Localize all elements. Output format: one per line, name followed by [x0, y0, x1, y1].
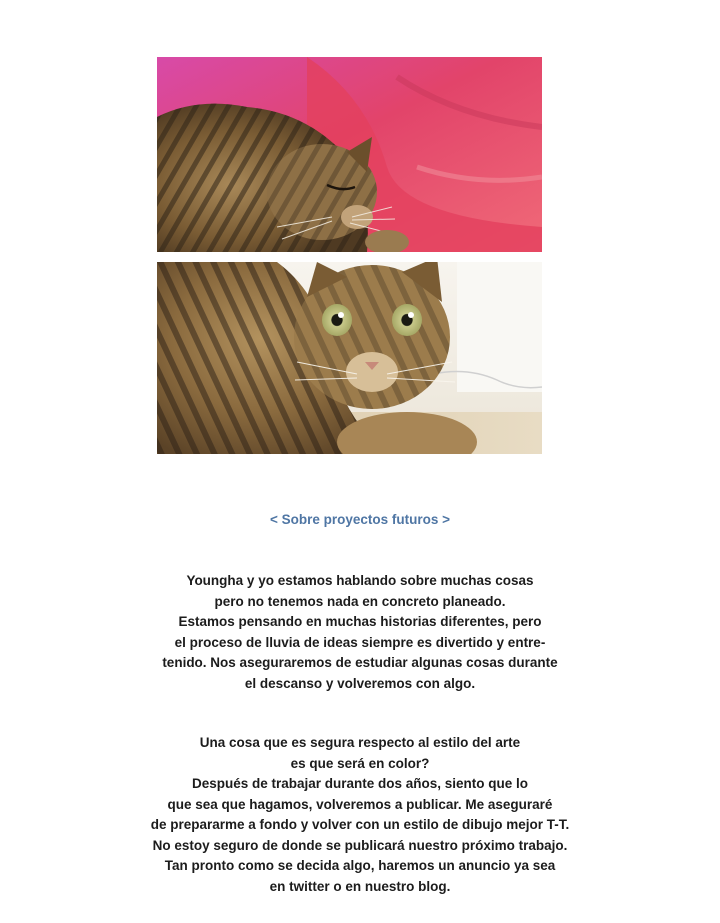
paragraph-line: Después de trabajar durante dos años, siento que lo [191, 776, 529, 791]
cat-looking-up-illustration [157, 262, 542, 454]
cat-sleeping-on-red-pillow-photo [157, 57, 542, 252]
cat-looking-up-photo [157, 262, 542, 454]
paragraph-line: en twitter o en nuestro blog. [269, 878, 451, 894]
paragraph-line: el descanso y volveremos con algo. [244, 675, 476, 691]
paragraph-1 [0, 571, 720, 694]
paragraph-2 [0, 733, 720, 897]
paragraph-line: Una cosa que es segura respecto al estilo del arte [199, 735, 521, 750]
paragraph-line: de prepararme a fondo y volver con un estilo de dibujo mejor T-T. [150, 817, 570, 832]
paragraph-line: No estoy seguro de donde se publicará nuestro próximo trabajo. [152, 837, 568, 853]
paragraph-line: que sea que hagamos, volveremos a publicar. Me aseguraré [167, 796, 553, 812]
cat-sleeping-illustration [157, 57, 542, 252]
paragraph-line: Youngha y yo estamos hablando sobre muchas cosas [186, 573, 534, 588]
paragraph-line: pero no tenemos nada en concreto planeado. [214, 593, 506, 609]
paragraph-line: tenido. Nos aseguraremos de estudiar algunas cosas durante [162, 655, 558, 670]
paragraph-line: Estamos pensando en muchas historias diferentes, pero [178, 614, 542, 629]
section-heading: < Sobre proyectos futuros > [269, 512, 451, 527]
paragraph-line: es que será en color? [290, 755, 430, 771]
paragraph-line: el proceso de lluvia de ideas siempre es divertido y entre- [174, 634, 546, 650]
paragraph-line: Tan pronto como se decida algo, haremos un anuncio ya sea [164, 858, 556, 873]
